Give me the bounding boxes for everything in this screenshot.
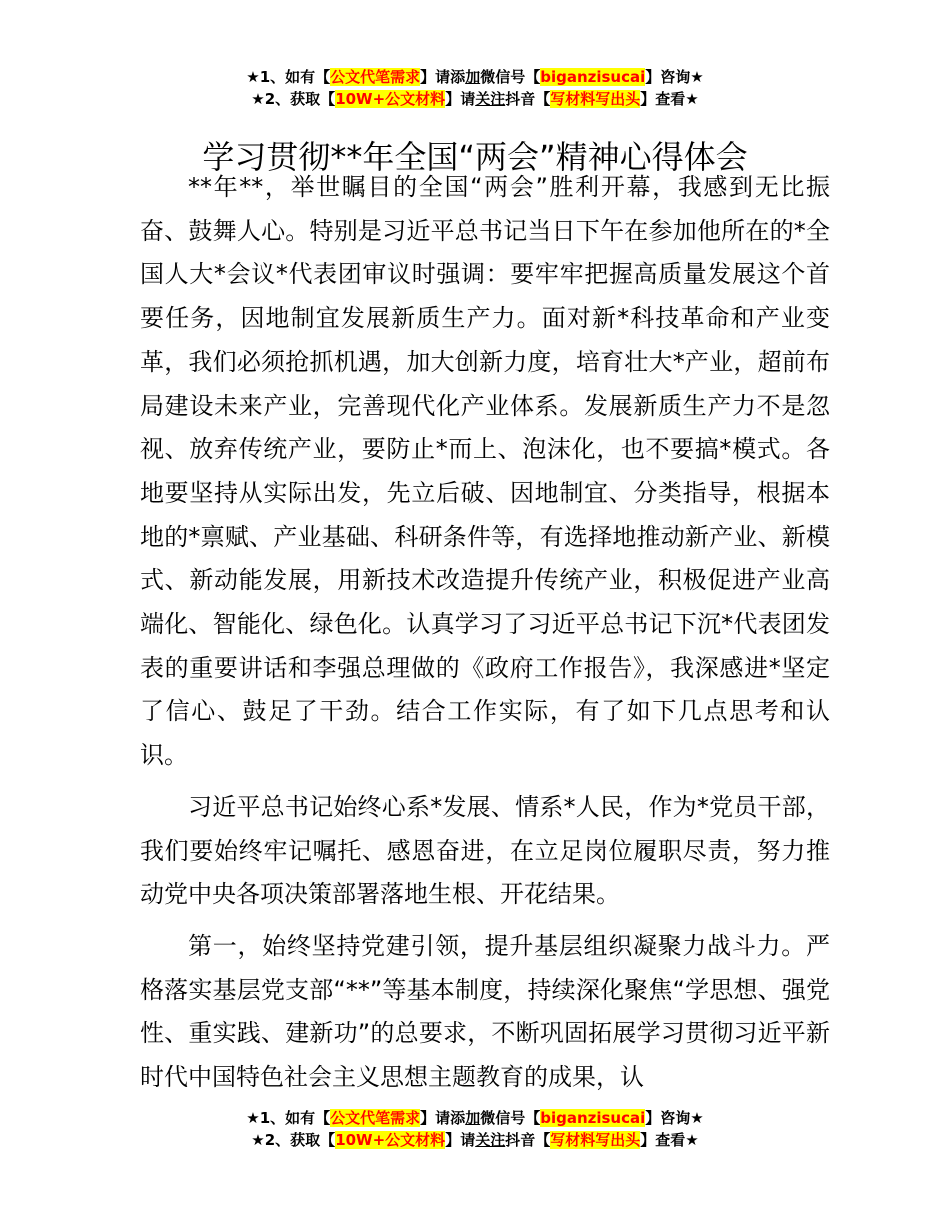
promo-highlight: biganzisucai (540, 68, 646, 86)
promo-text: 抖音【 (505, 1131, 551, 1149)
promo-text: ★1、如有【 (246, 1109, 331, 1127)
promo-text: 】请 (445, 1131, 476, 1149)
promo-underlined-text: 加 (465, 68, 481, 86)
promo-underlined-text: 关注 (475, 90, 506, 108)
bottom-promo-banner (0, 1107, 950, 1151)
promo-text: 微信号【 (480, 1109, 541, 1127)
promo-highlight: 公文代笔需求 (330, 1109, 421, 1127)
promo-text: 】咨询★ (645, 68, 704, 86)
promo-underlined-text: 关注 (475, 1131, 506, 1149)
promo-text: 】请添 (420, 1109, 466, 1127)
promo-text: 微信号【 (480, 68, 541, 86)
promo-text: 】查看★ (640, 90, 699, 108)
document-body (140, 166, 830, 1100)
promo-highlight: 10W+公文材料 (335, 90, 446, 108)
promo-text: 抖音【 (505, 90, 551, 108)
promo-line-1 (0, 66, 950, 88)
promo-text: ★2、获取【 (251, 1131, 336, 1149)
promo-text: ★1、如有【 (246, 68, 331, 86)
body-paragraph: **年**，举世瞩目的全国“两会”胜利开幕，我感到无比振奋、鼓舞人心。特别是习近平总书记当日下午在参加他所在的*全国人大*会议*代表团审议时强调：要牢牢把握高质量发展这个首要任务，因地制宜发展新质生产力。面对新*科技革命和产业变革，我们必须抢抓机遇，加大创新力度，培育壮大*产业，超前布局建设未来产业，完善现代化产业体系。发展新质生产力不是忽视、放弃传统产业，要防止*而上、泡沫化，也不要搞*模式。各地要坚持从实际出发，先立后破、因地制宜、分类指导，根据本地的*禀赋、产业基础、科研条件等，有选择地推动新产业、新模式、新动能发展，用新技术改造提升传统产业，积极促进产业高端化、智能化、绿色化。认真学习了习近平总书记下沉*代表团发表的重要讲话和李强总理做的《政府工作报告》，我深感进*坚定了信心、鼓足了干劲。结合工作实际，有了如下几点思考和认识。 (140, 173, 830, 770)
body-paragraph: 第一，始终坚持党建引领，提升基层组织凝聚力战斗力。严格落实基层党支部“**”等基本制度，持续深化聚焦“学思想、强党性、重实践、建新功”的总要求，不断巩固拓展学习贯彻习近平新时代中国特色社会主义思想主题教育的成果，认 (140, 931, 830, 1092)
promo-line-1 (0, 1107, 950, 1129)
promo-highlight: 写材料写出头 (550, 90, 641, 108)
promo-text: ★2、获取【 (251, 90, 336, 108)
promo-text: 】咨询★ (645, 1109, 704, 1127)
promo-line-2 (0, 88, 950, 110)
promo-highlight: 10W+公文材料 (335, 1131, 446, 1149)
promo-line-2 (0, 1129, 950, 1151)
promo-text: 】查看★ (640, 1131, 699, 1149)
body-paragraph: 习近平总书记始终心系*发展、情系*人民，作为*党员干部，我们要始终牢记嘱托、感恩奋进，在立足岗位履职尽责，努力推动党中央各项决策部署落地生根、开花结果。 (140, 792, 830, 909)
promo-highlight: 公文代笔需求 (330, 68, 421, 86)
top-promo-banner (0, 66, 950, 110)
promo-text: 】请 (445, 90, 476, 108)
promo-highlight: biganzisucai (540, 1109, 646, 1127)
promo-text: 】请添 (420, 68, 466, 86)
promo-highlight: 写材料写出头 (550, 1131, 641, 1149)
promo-underlined-text: 加 (465, 1109, 481, 1127)
document-title: 学习贯彻**年全国“两会”精神心得体会 (202, 138, 748, 177)
